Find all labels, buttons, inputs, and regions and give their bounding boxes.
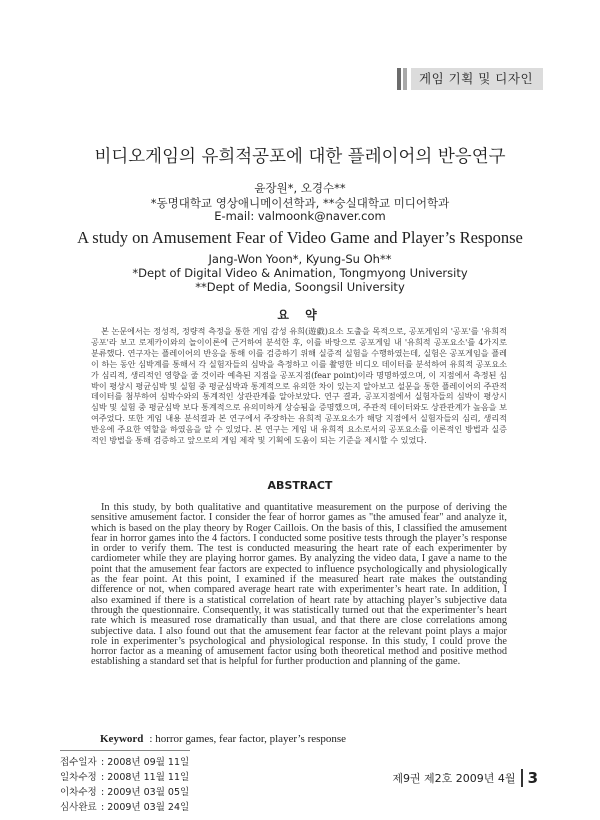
paper-title-en: A study on Amusement Fear of Video Game and Player’s Response (77, 228, 523, 247)
date-label: 일차수정 (60, 772, 97, 783)
date-value: : 2008년 11월 11일 (101, 772, 190, 783)
date-label: 심사완료 (60, 802, 97, 813)
summary-heading-ko: 요 약 (277, 308, 323, 322)
author-email: E-mail: valmoonk@naver.com (214, 209, 386, 223)
authors-en: Jang-Won Yoon*, Kyung-Su Oh** (208, 252, 392, 266)
date-value: : 2009년 03월 24일 (101, 802, 190, 813)
issue-info: 제9권 제2호 2009년 4월 (392, 772, 516, 785)
abstract-heading: ABSTRACT (267, 479, 333, 492)
page-footer (392, 768, 538, 788)
date-label: 이차수정 (60, 787, 97, 798)
tab-dark-bar (397, 68, 401, 90)
date-row (60, 785, 190, 800)
keyword-line (100, 733, 520, 745)
date-row (60, 770, 190, 785)
date-row (60, 755, 190, 770)
section-label-tab (397, 68, 543, 90)
keyword-label: Keyword (100, 733, 144, 745)
abstract-body-en: In this study, by both qualitative and quantitative measurement on the purpose of deriving the sensitive amusement factor. I consider the fear of horror games as "the amused fear" and analyze it, which is based on the play theory by Roger Caillois. On the basis of this, I classified the amusement fear in horror games into the 4 factors. I conducted some positive tests through the player’s response in order to verify them. The test is conducted measuring the heart rate of each experimenter by cardiometer while they are playing horror games. By analyzing the video data, I gave a name to the point that the amusement fear factors are expected to influence psychologically and physiologically as the fear point. At this point, I examined if the measured heart rate makes the outstanding difference or not, when compared average heart rate with experimenter’s heart rate. In addition, I also examined if there is a statistical correlation of heart rate by attaching player’s subjective data through the questionnaire. Consequently, it was statistically turned out that the experimenter’s heart rate which is measured rose dramatically than usual, and that there are close correlations among subjective data. I also found out that the amusement fear factor at the relevant point plays a major role in experimenter’s psychological and physiological response. In this study, I could prove the horror factor as a meaning of amusement factor using both theoretical method and positive method establishing a standard set that is helpful for further production and planning of the game. (91, 502, 507, 668)
affiliation-en-2: **Dept of Media, Soongsil University (195, 280, 405, 294)
date-value: : 2008년 09월 11일 (101, 757, 190, 768)
affiliation-en-1: *Dept of Digital Video & Animation, Tongmyong University (132, 266, 468, 280)
section-label: 게임 기획 및 디자인 (411, 68, 543, 90)
date-value: : 2009년 03월 05일 (101, 787, 190, 798)
summary-body-ko: 본 논문에서는 정성적, 정량적 측정을 통한 게임 감성 유희(遊戱)요소 도출을 목적으로, 공포게임의 '공포'를 '유희적 공포'라 보고 로제카이와의 놀이이론에 근거하여 분석한 후, 이를 바탕으로 공포게임 내 '유희적 공포요소'를 4가지로 분류했다. 연구자는 플레이어의 반응을 통해 이를 검증하기 위해 실증적 실험을 수행하였는데, 실험은 공포게임을 플레이 하는 동안 심박계를 통해서 각 실험자들의 심박을 측정하고 이를 촬영한 비디오 데이터를 분석하여 유희적 공포요소가 심리적, 생리적인 영향을 줄 것이라 예측된 지점을 공포지점(fear point)이라 명명하였으며, 이 지점에서 측정된 심박이 평상시 평균심박 및 실험 중 평균심박과 통계적으로 유의한 차이 있는지 알아보고 설문을 통한 플레이어의 주관적 데이터를 첨부하여 심박수와의 통계적인 상관관계를 알아보았다. 연구 결과, 공포지점에서 실험자들의 심박이 평상시 심박 및 실험 중 평균심박 보다 통계적으로 유의미하게 상승됨을 증명했으며, 주관적 데이터와도 상관관계가 높음을 보여주었다. 또한 게임 내용 분석결과 본 연구에서 주장하는 유희적 공포요소가 해당 지점에서 실험자들의 심리, 생리적 반응에 주요한 역할을 하였음을 알 수 있었다. 본 연구는 게임 내 유희적 요소로서의 공포요소를 이론적인 방법과 실증적인 방법을 통해 검증하고 앞으로의 게임 제작 및 기획에 도움이 되는 기준을 제시할 수 있었다. (91, 326, 507, 446)
dates-box (60, 750, 190, 815)
date-row (60, 800, 190, 815)
keyword-text: : horror games, fear factor, player’s response (149, 733, 347, 745)
footer-divider (521, 769, 523, 787)
affiliation-ko: *동명대학교 영상애니메이션학과, **숭실대학교 미디어학과 (150, 196, 450, 210)
date-label: 접수일자 (60, 757, 97, 768)
tab-light-bar (403, 68, 407, 90)
paper-title-ko: 비디오게임의 유희적공포에 대한 플레이어의 반응연구 (94, 147, 506, 167)
page-number: 3 (527, 769, 538, 787)
authors-ko: 윤장원*, 오경수** (254, 181, 346, 195)
